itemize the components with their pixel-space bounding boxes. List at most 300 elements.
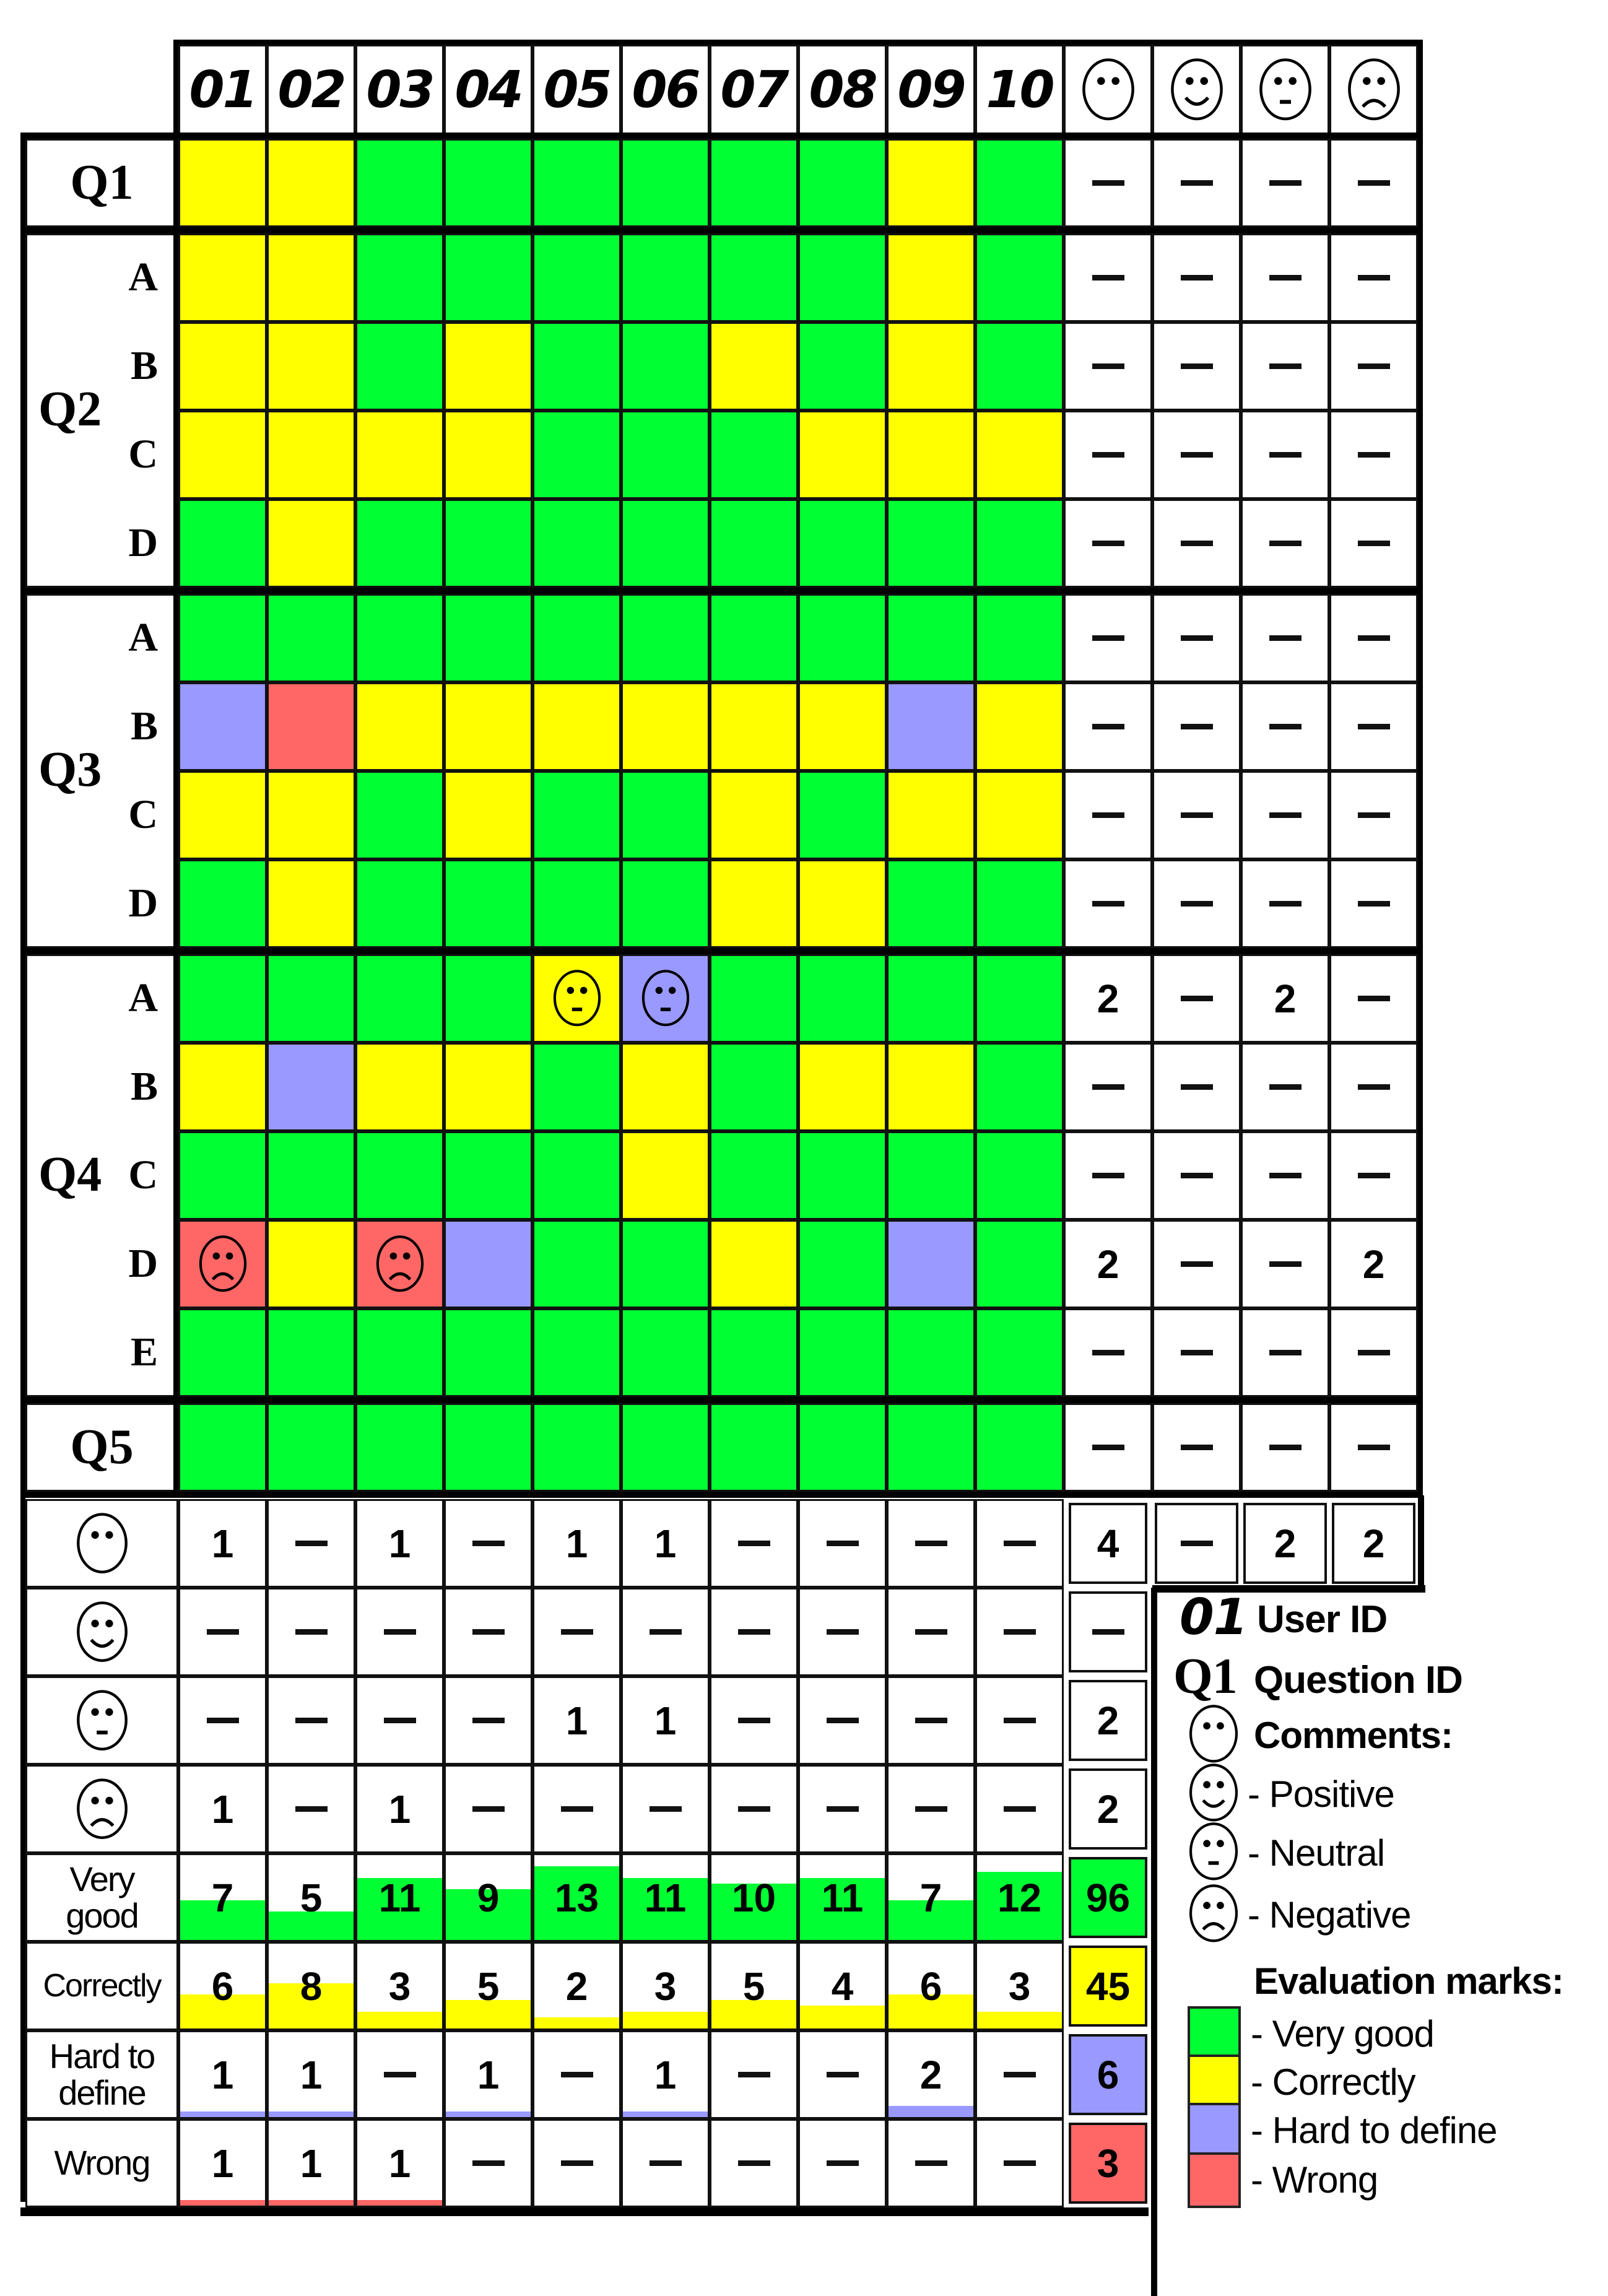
dash-empty-value [650, 2160, 682, 2166]
dash-empty-value [1181, 1261, 1213, 1267]
mark-cell-very-good[interactable] [887, 594, 975, 682]
mark-cell-very-good[interactable] [532, 1043, 621, 1131]
mark-cell-very-good[interactable] [975, 1403, 1064, 1492]
summary-comment-cell [798, 1588, 887, 1676]
mark-cell-correctly[interactable] [710, 682, 798, 771]
summary-mark-cell [444, 2119, 532, 2207]
mark-cell-very-good[interactable] [532, 771, 621, 859]
mark-cell-very-good[interactable] [355, 771, 444, 859]
mark-cell-very-good[interactable] [355, 499, 444, 588]
mark-cell-correctly[interactable] [178, 139, 267, 227]
mark-cell-very-good[interactable] [710, 954, 798, 1043]
comment-count-cell [1329, 322, 1418, 411]
mark-cell-correctly[interactable] [887, 411, 975, 499]
mark-cell-very-good[interactable] [178, 1403, 267, 1492]
mark-cell-very-good[interactable] [444, 859, 532, 948]
mark-count: 1 [300, 2141, 323, 2186]
mark-cell-very-good[interactable] [975, 1131, 1064, 1220]
dash-empty-value [1181, 1541, 1213, 1546]
dash-empty-value [1004, 2072, 1036, 2077]
summary-mark-cell [178, 2030, 267, 2119]
mark-count: 3 [654, 1963, 677, 2009]
mark-cell-correctly[interactable] [267, 771, 355, 859]
mark-cell-very-good[interactable] [532, 411, 621, 499]
dash-empty-value [384, 1629, 416, 1635]
mark-cell-correctly[interactable] [887, 1043, 975, 1131]
mark-cell-very-good[interactable] [710, 594, 798, 682]
dash-empty-value [1004, 1718, 1036, 1723]
mark-cell-correctly[interactable] [975, 771, 1064, 859]
thick-border [20, 133, 1423, 139]
mark-cell-correctly[interactable] [178, 233, 267, 322]
dash-empty-value [1181, 541, 1213, 546]
comment-count-cell [1329, 1308, 1418, 1397]
mark-cell-correctly[interactable] [267, 411, 355, 499]
mark-count: 6 [211, 1963, 234, 2009]
mark-cell-very-good[interactable] [621, 1403, 710, 1492]
mark-cell-very-good[interactable] [267, 594, 355, 682]
mark-cell-very-good[interactable] [532, 139, 621, 227]
mark-cell-very-good[interactable] [178, 859, 267, 948]
mark-cell-wrong[interactable] [355, 1220, 444, 1308]
user-id-header[interactable] [267, 45, 355, 135]
dash-empty-value [472, 1629, 505, 1635]
mark-cell-very-good[interactable] [178, 1308, 267, 1397]
mark-cell-hard-to-define[interactable] [887, 1220, 975, 1308]
mark-cell-very-good[interactable] [621, 594, 710, 682]
mark-cell-very-good[interactable] [267, 954, 355, 1043]
mark-cell-correctly[interactable] [355, 1043, 444, 1131]
mark-count: 9 [477, 1875, 500, 1920]
mark-cell-very-good[interactable] [267, 1308, 355, 1397]
mark-cell-hard-to-define[interactable] [267, 1043, 355, 1131]
mark-cell-correctly[interactable] [975, 682, 1064, 771]
mark-cell-very-good[interactable] [355, 954, 444, 1043]
mark-cell-very-good[interactable] [887, 1403, 975, 1492]
mark-cell-very-good[interactable] [532, 1220, 621, 1308]
summary-comment-cell [444, 1676, 532, 1765]
dash-empty-value [1269, 1445, 1302, 1450]
mark-label: Hard to define [49, 2036, 155, 2112]
comment-count: 1 [211, 1786, 234, 1832]
user-id-header[interactable] [444, 45, 532, 135]
legend-neutral-label: - Neutral [1248, 1832, 1385, 1874]
mark-cell-correctly[interactable] [178, 322, 267, 411]
dash-empty-value [1092, 452, 1124, 458]
mark-cell-very-good[interactable] [532, 859, 621, 948]
mark-cell-correctly[interactable] [710, 859, 798, 948]
mark-cell-correctly[interactable] [975, 411, 1064, 499]
mark-cell-very-good[interactable] [975, 1043, 1064, 1131]
mark-cell-very-good[interactable] [532, 322, 621, 411]
neutral-face-icon [1188, 1822, 1240, 1882]
mark-count: 11 [378, 1875, 421, 1920]
user-id-header[interactable] [532, 45, 621, 135]
mark-cell-correctly[interactable] [798, 411, 887, 499]
mark-cell-very-good[interactable] [975, 139, 1064, 227]
mark-cell-very-good[interactable] [798, 322, 887, 411]
dash-empty-value [915, 2160, 947, 2166]
user-id-header[interactable] [975, 45, 1064, 135]
mark-cell-very-good[interactable] [975, 954, 1064, 1043]
mark-cell-correctly[interactable] [267, 499, 355, 588]
dash-empty-value [1358, 1445, 1390, 1450]
mark-cell-very-good[interactable] [710, 1131, 798, 1220]
mark-cell-very-good[interactable] [355, 1131, 444, 1220]
user-id-header[interactable] [798, 45, 887, 135]
mark-cell-correctly[interactable] [355, 411, 444, 499]
neutral-face-icon [75, 1689, 129, 1752]
legend-correctly-label: - Correctly [1251, 2061, 1415, 2103]
mark-cell-correctly[interactable] [887, 322, 975, 411]
dash-empty-value [1358, 724, 1390, 729]
comment-count-cell [1329, 499, 1418, 588]
dash-empty-value [384, 1718, 416, 1723]
dash-empty-value [1092, 812, 1124, 818]
dash-empty-value [295, 1629, 328, 1635]
user-id-label: 06 [632, 60, 699, 120]
mark-cell-very-good[interactable] [710, 1043, 798, 1131]
summary-comment-cell [798, 1676, 887, 1765]
dash-empty-value [561, 1629, 593, 1635]
user-id-header[interactable] [621, 45, 710, 135]
dash-empty-value [738, 2072, 770, 2077]
mark-count: 13 [554, 1875, 599, 1920]
dash-empty-value [1181, 363, 1213, 369]
mark-cell-correctly[interactable] [798, 682, 887, 771]
summary-comment-cell [798, 1499, 887, 1588]
dash-empty-value [1181, 724, 1213, 729]
mark-cell-correctly[interactable] [178, 1043, 267, 1131]
dash-empty-value [1269, 1084, 1302, 1090]
value-bar [623, 2012, 708, 2029]
comment-count-cell [1329, 682, 1418, 771]
mark-cell-correctly[interactable] [532, 682, 621, 771]
comment-column-header [1241, 45, 1329, 135]
thick-border [20, 133, 25, 2202]
mark-cell-very-good[interactable] [798, 233, 887, 322]
legend-question-id-label: Question ID [1254, 1659, 1462, 1702]
mark-count: 1 [388, 2141, 411, 2186]
mark-cell-hard-to-define[interactable] [621, 954, 710, 1043]
user-id-header[interactable] [887, 45, 975, 135]
question-id: Q2 [38, 382, 102, 437]
mark-cell-very-good[interactable] [621, 1220, 710, 1308]
mark-cell-very-good[interactable] [621, 411, 710, 499]
summary-comment-label [25, 1499, 178, 1588]
summary-comment-label [25, 1765, 178, 1853]
mark-cell-very-good[interactable] [975, 233, 1064, 322]
mark-cell-correctly[interactable] [710, 771, 798, 859]
dash-empty-value [472, 2160, 505, 2166]
mark-cell-very-good[interactable] [621, 771, 710, 859]
dash-empty-value [827, 1806, 859, 1812]
dash-empty-value [561, 1806, 593, 1812]
mark-cell-correctly[interactable] [710, 322, 798, 411]
question-label-box [25, 594, 178, 948]
comment-face-icon [1188, 1704, 1240, 1764]
user-id-header[interactable] [178, 45, 267, 135]
mark-cell-very-good[interactable] [887, 859, 975, 948]
mark-cell-very-good[interactable] [621, 1308, 710, 1397]
mark-cell-correctly[interactable] [444, 771, 532, 859]
summary-mark-label [25, 2030, 178, 2119]
mark-cell-very-good[interactable] [178, 1131, 267, 1220]
mark-cell-very-good[interactable] [798, 1308, 887, 1397]
mark-cell-very-good[interactable] [798, 499, 887, 588]
dash-empty-value [1269, 452, 1302, 458]
comment-count-cell [1329, 954, 1418, 1043]
thick-border [173, 40, 1423, 45]
mark-cell-very-good[interactable] [444, 233, 532, 322]
mark-cell-very-good[interactable] [444, 1131, 532, 1220]
legend-question-id-sample: Q1 [1173, 1648, 1237, 1704]
mark-cell-correctly[interactable] [621, 682, 710, 771]
summary-mark-label [25, 2119, 178, 2207]
sub-question-id: C [128, 1152, 158, 1198]
mark-cell-very-good[interactable] [798, 1131, 887, 1220]
mark-cell-very-good[interactable] [355, 1403, 444, 1492]
mark-cell-correctly[interactable] [621, 1043, 710, 1131]
mark-cell-very-good[interactable] [355, 322, 444, 411]
mark-cell-very-good[interactable] [798, 1403, 887, 1492]
mark-cell-very-good[interactable] [355, 139, 444, 227]
comment-count-cell [1064, 499, 1152, 588]
mark-cell-correctly[interactable] [178, 771, 267, 859]
dash-empty-value [1358, 901, 1390, 907]
mark-cell-very-good[interactable] [532, 1131, 621, 1220]
dash-empty-value [1004, 1806, 1036, 1812]
summary-mark-cell [532, 2119, 621, 2207]
summary-comment-cell [532, 1588, 621, 1676]
user-id-label: 03 [366, 60, 433, 120]
comment-legend-icon-wrap [1188, 1704, 1240, 1764]
mark-cell-correctly[interactable] [444, 411, 532, 499]
mark-cell-very-good[interactable] [887, 1308, 975, 1397]
mark-cell-very-good[interactable] [355, 859, 444, 948]
summary-mark-label [25, 1853, 178, 1942]
mark-cell-correctly[interactable] [798, 1043, 887, 1131]
dash-empty-value [1269, 275, 1302, 280]
mark-cell-correctly[interactable] [267, 139, 355, 227]
summary-mark-cell [710, 2030, 798, 2119]
mark-cell-very-good[interactable] [444, 954, 532, 1043]
dash-empty-value [738, 1806, 770, 1812]
value-bar [889, 2106, 973, 2117]
comment-count-cell [1152, 139, 1241, 227]
user-id-header[interactable] [710, 45, 798, 135]
mark-cell-correctly[interactable] [444, 1043, 532, 1131]
mark-cell-very-good[interactable] [621, 233, 710, 322]
mark-cell-very-good[interactable] [710, 1403, 798, 1492]
mark-cell-very-good[interactable] [975, 1308, 1064, 1397]
comment-type-total-value: 2 [1362, 1521, 1385, 1566]
summary-mark-cell [621, 2030, 710, 2119]
dash-empty-value [1181, 1445, 1213, 1450]
mark-cell-hard-to-define[interactable] [887, 682, 975, 771]
summary-comment-cell [355, 1765, 444, 1853]
dash-empty-value [1358, 1350, 1390, 1355]
mark-cell-correctly[interactable] [444, 322, 532, 411]
mark-cell-correctly[interactable] [267, 1220, 355, 1308]
dash-empty-value [1004, 1541, 1036, 1546]
summary-comment-cell [532, 1676, 621, 1765]
summary-comment-cell [621, 1676, 710, 1765]
sub-question-id: E [130, 1329, 158, 1375]
mark-cell-correctly[interactable] [444, 682, 532, 771]
user-id-header[interactable] [355, 45, 444, 135]
mark-cell-very-good[interactable] [621, 499, 710, 588]
dash-empty-value [1269, 1350, 1302, 1355]
user-id-label: 08 [809, 60, 876, 120]
summary-comment-cell [355, 1676, 444, 1765]
thick-border [20, 1397, 1423, 1403]
mark-cell-very-good[interactable] [355, 233, 444, 322]
summary-comment-total [1069, 1680, 1147, 1761]
comment-count: 1 [654, 1521, 677, 1566]
dash-empty-value [1358, 452, 1390, 458]
mark-cell-very-good[interactable] [887, 499, 975, 588]
comment-type-total [1155, 1503, 1238, 1584]
dash-empty-value [1092, 724, 1124, 729]
negative-face-icon [198, 1235, 248, 1293]
mark-cell-very-good[interactable] [798, 594, 887, 682]
mark-cell-correctly[interactable] [178, 411, 267, 499]
summary-comment-cell [444, 1499, 532, 1588]
mark-cell-very-good[interactable] [975, 1220, 1064, 1308]
mark-count: 5 [300, 1875, 323, 1920]
summary-comment-cell [887, 1765, 975, 1853]
summary-mark-cell [975, 2030, 1064, 2119]
dash-empty-value [827, 1629, 859, 1635]
neutral-face-icon [1258, 58, 1313, 122]
mark-cell-very-good[interactable] [178, 594, 267, 682]
comment-total: 2 [1097, 1698, 1119, 1743]
mark-cell-very-good[interactable] [710, 499, 798, 588]
summary-mark-cell [798, 1853, 887, 1942]
mark-cell-very-good[interactable] [710, 1308, 798, 1397]
mark-cell-very-good[interactable] [798, 954, 887, 1043]
mark-cell-very-good[interactable] [444, 594, 532, 682]
mark-cell-wrong[interactable] [267, 682, 355, 771]
mark-cell-very-good[interactable] [798, 1220, 887, 1308]
dash-empty-value [1092, 541, 1124, 546]
summary-mark-cell [887, 2030, 975, 2119]
mark-cell-very-good[interactable] [267, 1403, 355, 1492]
dash-empty-value [1092, 1629, 1124, 1635]
mark-cell-very-good[interactable] [178, 499, 267, 588]
mark-cell-correctly[interactable] [798, 859, 887, 948]
mark-cell-correctly[interactable] [267, 233, 355, 322]
dash-empty-value [1181, 275, 1213, 280]
mark-cell-very-good[interactable] [178, 954, 267, 1043]
mark-cell-very-good[interactable] [798, 139, 887, 227]
mark-cell-correctly[interactable] [355, 682, 444, 771]
mark-cell-very-good[interactable] [532, 499, 621, 588]
legend-swatch-wrong [1188, 2152, 1241, 2208]
comment-count-cell [1152, 1308, 1241, 1397]
mark-cell-hard-to-define[interactable] [444, 1220, 532, 1308]
legend-wrong-label: - Wrong [1251, 2159, 1378, 2201]
summary-comment-cell [710, 1499, 798, 1588]
value-bar [800, 2006, 885, 2029]
comment-count-cell [1329, 233, 1418, 322]
mark-cell-very-good[interactable] [621, 859, 710, 948]
comment-count-cell [1064, 682, 1152, 771]
mark-cell-very-good[interactable] [444, 1308, 532, 1397]
mark-cell-very-good[interactable] [355, 1308, 444, 1397]
mark-cell-correctly[interactable] [532, 954, 621, 1043]
comment-count-cell [1241, 499, 1329, 588]
user-id-label: 04 [454, 60, 522, 120]
comment-count-cell [1241, 594, 1329, 682]
mark-cell-very-good[interactable] [444, 1403, 532, 1492]
mark-cell-correctly[interactable] [887, 771, 975, 859]
dash-empty-value [1269, 541, 1302, 546]
comment-count-cell [1064, 1131, 1152, 1220]
mark-cell-wrong[interactable] [178, 1220, 267, 1308]
dash-empty-value [1181, 812, 1213, 818]
dash-empty-value [1358, 541, 1390, 546]
mark-cell-very-good[interactable] [621, 322, 710, 411]
legend-negative-label: - Negative [1248, 1894, 1411, 1936]
mark-cell-correctly[interactable] [887, 139, 975, 227]
mark-cell-very-good[interactable] [887, 1131, 975, 1220]
summary-comment-cell [710, 1676, 798, 1765]
dash-empty-value [915, 1541, 947, 1546]
mark-cell-very-good[interactable] [710, 411, 798, 499]
mark-cell-very-good[interactable] [975, 859, 1064, 948]
mark-cell-correctly[interactable] [710, 1220, 798, 1308]
comment-count-cell [1064, 1403, 1152, 1492]
mark-cell-very-good[interactable] [621, 139, 710, 227]
mark-cell-correctly[interactable] [887, 233, 975, 322]
question-id: Q3 [38, 742, 102, 797]
mark-cell-very-good[interactable] [887, 954, 975, 1043]
dash-empty-value [1181, 452, 1213, 458]
comment-count-cell [1152, 1131, 1241, 1220]
mark-cell-very-good[interactable] [532, 1403, 621, 1492]
mark-cell-correctly[interactable] [267, 322, 355, 411]
mark-cell-very-good[interactable] [532, 594, 621, 682]
summary-mark-cell [267, 2119, 355, 2207]
positive-face-icon [75, 1601, 129, 1663]
negative-face-icon [375, 1235, 425, 1293]
comment-face-icon [1080, 58, 1136, 122]
mark-cell-very-good[interactable] [267, 1131, 355, 1220]
mark-cell-very-good[interactable] [975, 594, 1064, 682]
mark-cell-very-good[interactable] [975, 322, 1064, 411]
user-id-label: 07 [720, 60, 788, 120]
mark-cell-very-good[interactable] [444, 499, 532, 588]
mark-cell-hard-to-define[interactable] [178, 682, 267, 771]
summary-comment-cell [444, 1588, 532, 1676]
dash-empty-value [207, 1718, 239, 1723]
user-id-label: 01 [189, 60, 256, 120]
mark-cell-correctly[interactable] [621, 1131, 710, 1220]
mark-cell-very-good[interactable] [975, 499, 1064, 588]
mark-cell-correctly[interactable] [267, 859, 355, 948]
mark-cell-very-good[interactable] [532, 233, 621, 322]
summary-comment-cell [710, 1588, 798, 1676]
mark-label: Very good [66, 1859, 138, 1935]
mark-cell-very-good[interactable] [798, 771, 887, 859]
mark-cell-very-good[interactable] [710, 233, 798, 322]
mark-cell-very-good[interactable] [444, 139, 532, 227]
mark-cell-very-good[interactable] [532, 1308, 621, 1397]
mark-cell-very-good[interactable] [355, 594, 444, 682]
mark-cell-very-good[interactable] [710, 139, 798, 227]
